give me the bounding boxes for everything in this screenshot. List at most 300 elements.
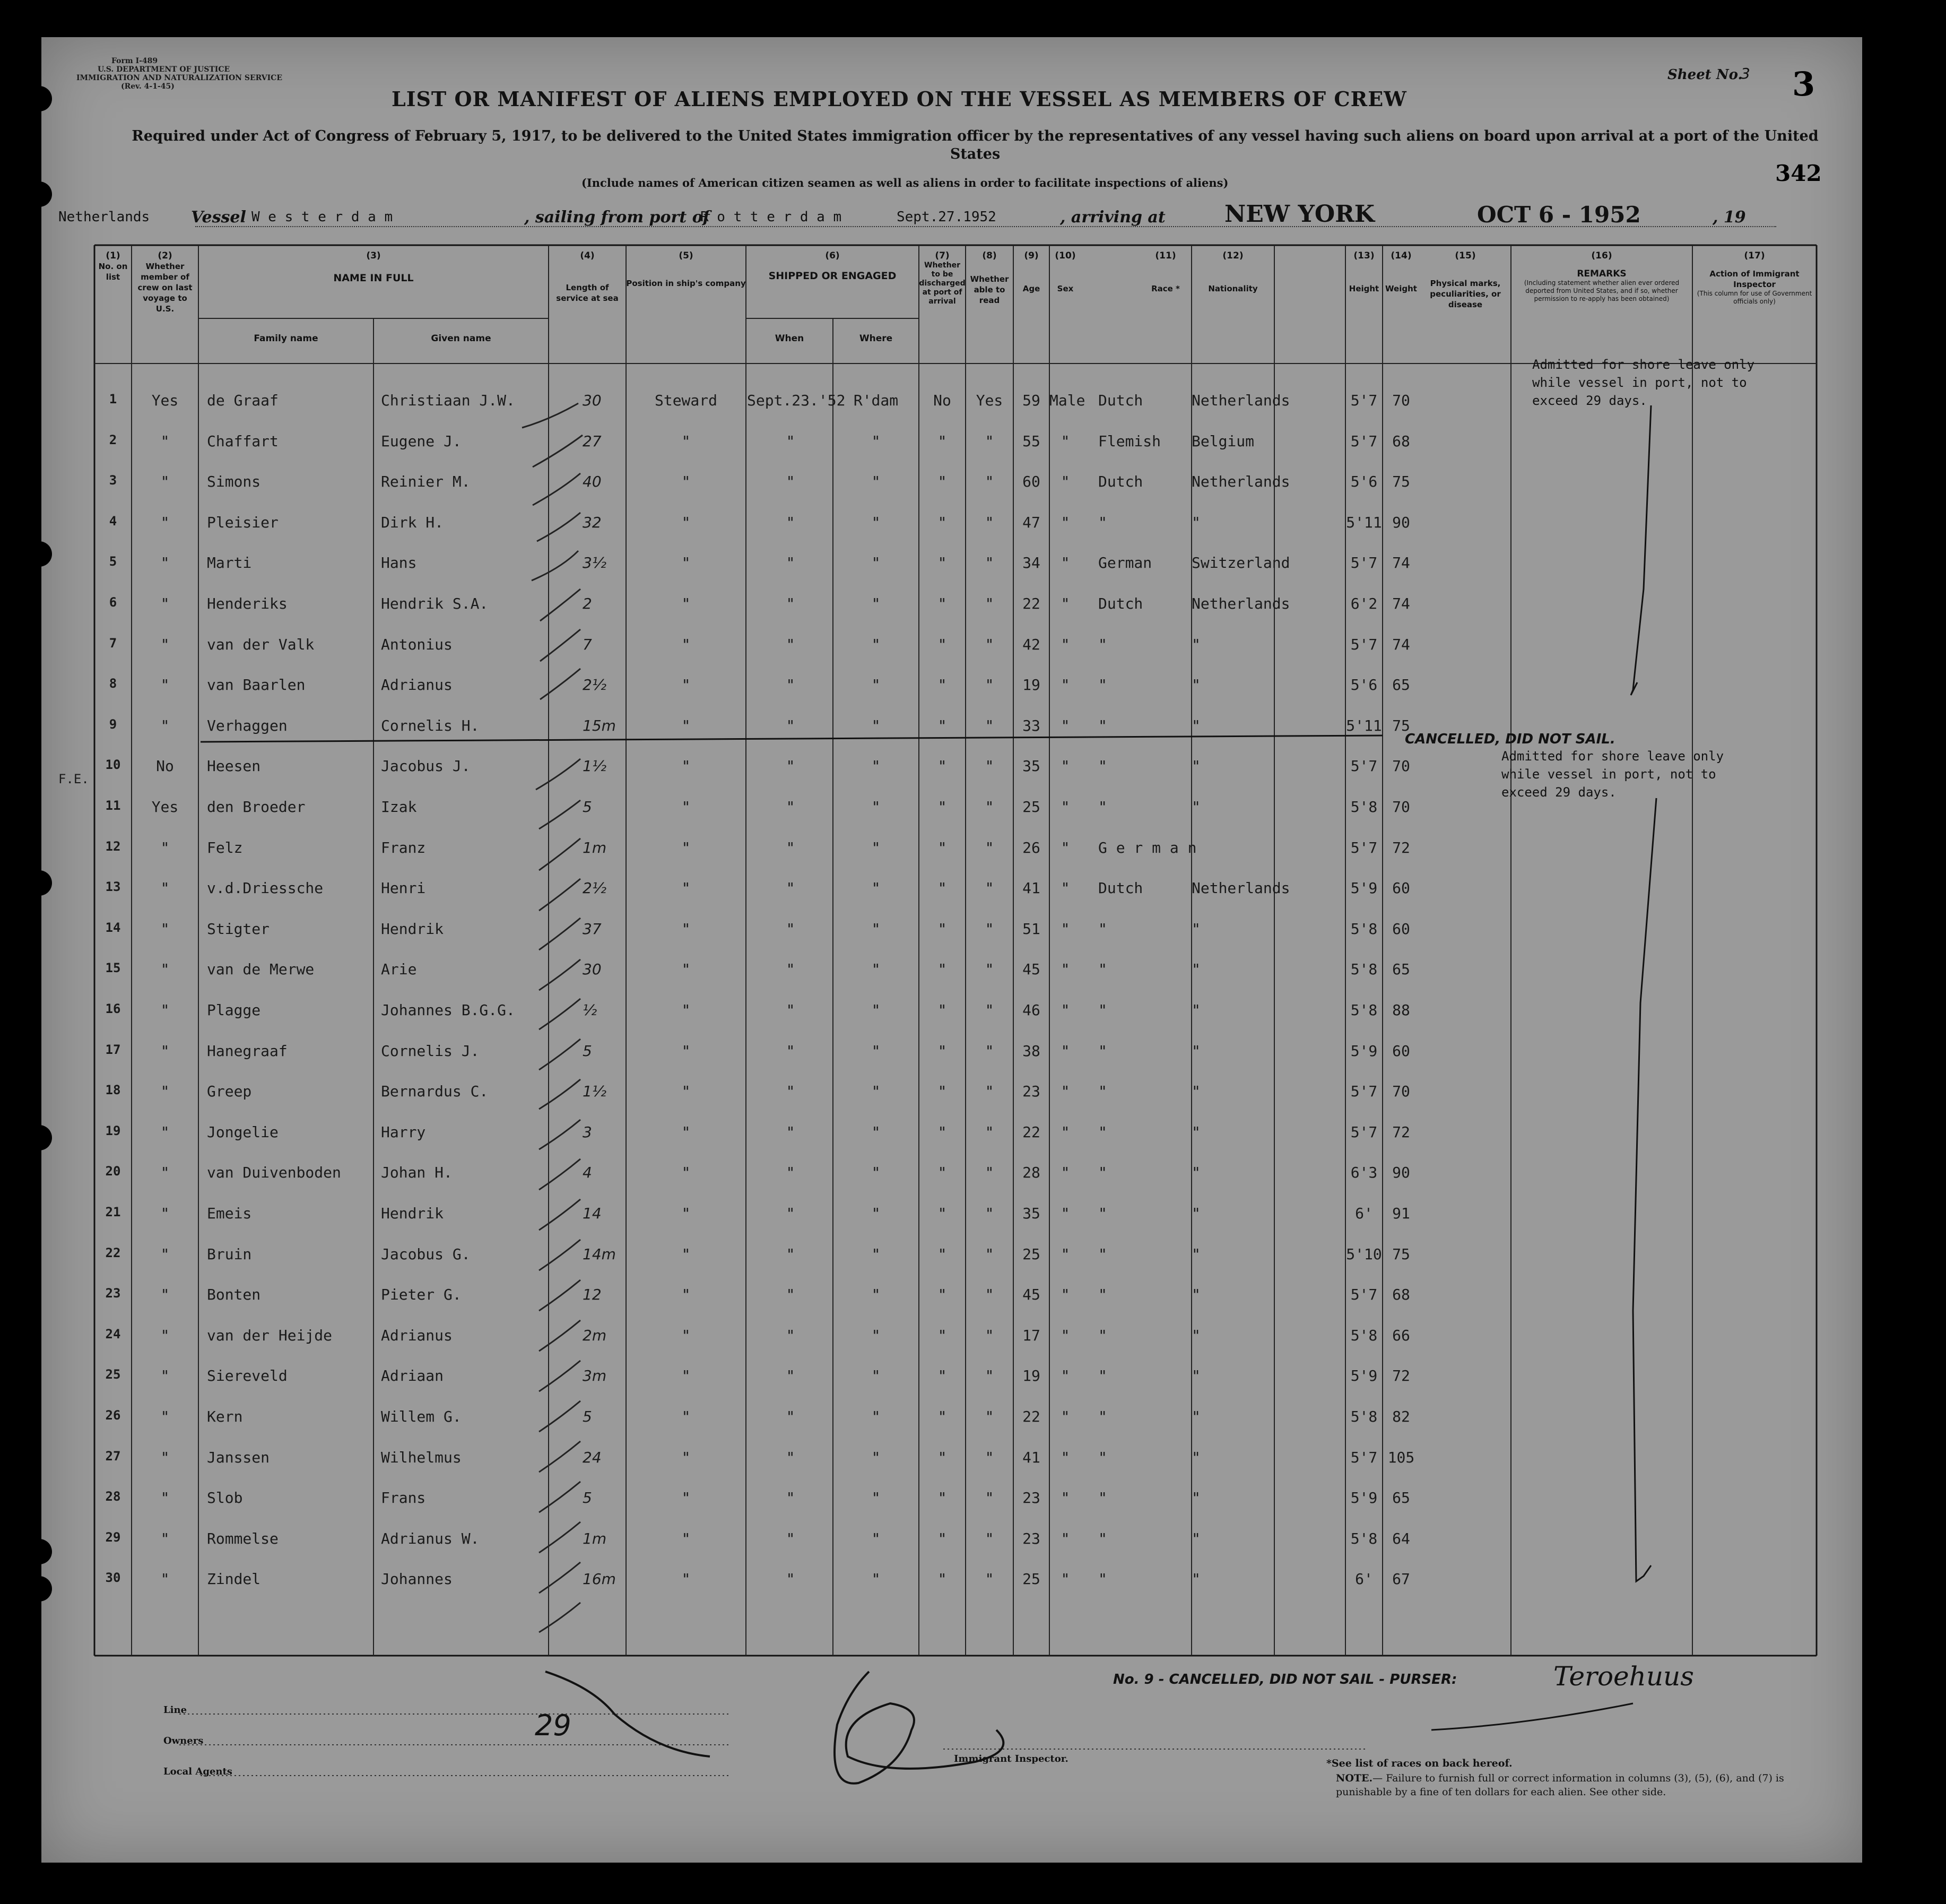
- service-length-cell: 1½: [583, 1083, 606, 1100]
- row-number: 17: [105, 1042, 121, 1057]
- sex-cell: ": [1061, 1083, 1070, 1100]
- position-cell: ": [681, 1245, 691, 1263]
- nationality-cell: Netherlands: [1192, 392, 1290, 409]
- age-cell: 41: [1022, 1449, 1040, 1466]
- height-cell: 5'7: [1350, 1083, 1378, 1100]
- prior-voyage-cell: ": [160, 1327, 170, 1344]
- position-cell: ": [681, 1083, 691, 1100]
- able-to-read-cell: ": [985, 757, 994, 775]
- age-cell: 25: [1022, 798, 1040, 816]
- given-name-cell: Reinier M.: [381, 473, 471, 490]
- col12-header: (12) Nationality: [1208, 250, 1258, 293]
- weight-cell: 75: [1392, 717, 1410, 734]
- height-cell: 5'7: [1350, 757, 1378, 775]
- given-name-cell: Cornelis J.: [381, 1042, 480, 1060]
- weight-cell: 65: [1392, 676, 1410, 694]
- remarks-check-2: [1633, 798, 1656, 1581]
- prior-voyage-cell: Yes: [151, 392, 179, 409]
- weight-cell: 74: [1392, 554, 1410, 572]
- race-cell: ": [1098, 1083, 1107, 1100]
- given-name-cell: Hendrik S.A.: [381, 595, 489, 612]
- given-name-cell: Hans: [381, 554, 417, 572]
- nationality-cell: ": [1192, 757, 1201, 775]
- shipped-when-cell: ": [786, 1042, 795, 1060]
- discharged-cell: ": [937, 1042, 947, 1060]
- age-cell: 23: [1022, 1489, 1040, 1507]
- weight-cell: 74: [1392, 636, 1410, 653]
- height-cell: 6': [1355, 1570, 1373, 1588]
- row-number: 19: [105, 1123, 121, 1138]
- prior-voyage-cell: ": [160, 920, 170, 938]
- discharged-cell: ": [937, 1123, 947, 1141]
- given-name-cell: Adrianus: [381, 676, 453, 694]
- shipped-when-cell: ": [786, 1164, 795, 1181]
- requirement-text: Required under Act of Congress of February 5, 1917, to be delivered to the United States immigration officer by the representatives of any vessel having such aliens on board upon arrival at a port of the United States: [132, 128, 1819, 162]
- weight-cell: 60: [1392, 1042, 1410, 1060]
- row-number: 12: [105, 839, 121, 854]
- weight-cell: 60: [1392, 879, 1410, 897]
- position-cell: ": [681, 473, 691, 490]
- given-name-cell: Frans: [381, 1489, 426, 1507]
- given-name-cell: Pieter G.: [381, 1286, 462, 1303]
- discharged-cell: ": [937, 432, 947, 450]
- weight-cell: 68: [1392, 1286, 1410, 1303]
- service-length-cell: 1m: [583, 839, 607, 856]
- able-to-read-cell: ": [985, 1408, 994, 1425]
- race-cell: ": [1098, 960, 1107, 978]
- col17-header: (17) Action of Immigrant Inspector (This column for use of Government officials only): [1697, 250, 1812, 305]
- shipped-where-cell: ": [871, 1327, 881, 1344]
- shipped-when-cell: ": [786, 798, 795, 816]
- sex-cell: ": [1061, 1408, 1070, 1425]
- height-cell: 5'7: [1350, 432, 1378, 450]
- sex-cell: ": [1061, 757, 1070, 775]
- given-name-cell: Franz: [381, 839, 426, 856]
- col8-header: (8) Whether able to read: [970, 250, 1009, 305]
- prior-voyage-cell: ": [160, 1408, 170, 1425]
- shipped-where-cell: ": [871, 920, 881, 938]
- service-length-cell: 5: [583, 1408, 592, 1425]
- able-to-read-cell: ": [985, 473, 994, 490]
- nationality-cell: ": [1192, 1164, 1201, 1181]
- discharged-cell: ": [937, 960, 947, 978]
- service-length-cell: 32: [583, 514, 602, 531]
- prior-voyage-cell: ": [160, 1123, 170, 1141]
- position-cell: ": [681, 920, 691, 938]
- position-cell: ": [681, 1286, 691, 1303]
- sex-cell: ": [1061, 839, 1070, 856]
- nationality-cell: ": [1192, 636, 1201, 653]
- service-length-cell: 15m: [583, 717, 616, 734]
- family-name-cell: van de Merwe: [207, 960, 315, 978]
- race-cell: ": [1098, 1205, 1107, 1222]
- form-revision: (Rev. 4-1-45): [121, 82, 175, 91]
- family-name-cell: Jongelie: [207, 1123, 279, 1141]
- given-name-cell: Henri: [381, 879, 426, 897]
- purser-signature: Teroehuus: [1553, 1661, 1694, 1692]
- service-length-cell: 3½: [583, 554, 606, 572]
- vessel-label: Vessel: [191, 208, 246, 227]
- weight-cell: 64: [1392, 1530, 1410, 1547]
- given-name-cell: Jacobus J.: [381, 757, 471, 775]
- row-number: 25: [105, 1367, 121, 1382]
- service-length-cell: 2: [583, 595, 592, 612]
- discharged-cell: ": [937, 473, 947, 490]
- shipped-where-cell: ": [871, 636, 881, 653]
- prior-voyage-cell: ": [160, 717, 170, 734]
- family-name-cell: Felz: [207, 839, 243, 856]
- shipped-where-cell: ": [871, 1449, 881, 1466]
- able-to-read-cell: ": [985, 717, 994, 734]
- remark-row-9: CANCELLED, DID NOT SAIL.: [1405, 731, 1615, 747]
- shipped-when-cell: ": [786, 1489, 795, 1507]
- age-cell: 22: [1022, 1408, 1040, 1425]
- line-label: Line: [163, 1704, 187, 1716]
- inspector-label: Immigrant Inspector.: [954, 1753, 1068, 1764]
- owners-label: Owners: [163, 1735, 204, 1746]
- family-name-cell: van Duivenboden: [207, 1164, 341, 1181]
- family-name-cell: Pleisier: [207, 514, 279, 531]
- vessel-name: W e s t e r d a m: [251, 209, 393, 225]
- shipped-where-cell: ": [871, 1123, 881, 1141]
- height-cell: 5'11: [1346, 514, 1382, 531]
- nationality-cell: ": [1192, 1530, 1201, 1547]
- sex-cell: ": [1061, 920, 1070, 938]
- service-length-cell: 30: [583, 960, 602, 978]
- race-cell: ": [1098, 1408, 1107, 1425]
- service-length-cell: 4: [583, 1164, 592, 1181]
- height-cell: 5'8: [1350, 798, 1378, 816]
- race-cell: ": [1098, 1245, 1107, 1263]
- race-cell: ": [1098, 1164, 1107, 1181]
- age-cell: 45: [1022, 960, 1040, 978]
- height-cell: 6'3: [1350, 1164, 1378, 1181]
- age-cell: 47: [1022, 514, 1040, 531]
- age-cell: 25: [1022, 1570, 1040, 1588]
- shipped-when-cell: ": [786, 432, 795, 450]
- family-name-cell: Siereveld: [207, 1367, 288, 1384]
- age-cell: 19: [1022, 1367, 1040, 1384]
- sex-cell: ": [1061, 514, 1070, 531]
- sex-cell: ": [1061, 1042, 1070, 1060]
- position-cell: ": [681, 1408, 691, 1425]
- discharged-cell: ": [937, 1570, 947, 1588]
- inspector-signature-scrawl: [545, 1672, 1003, 1784]
- purser-underline: [1431, 1703, 1633, 1730]
- race-cell: ": [1098, 1327, 1107, 1344]
- service-length-cell: 3: [583, 1123, 592, 1141]
- race-cell: ": [1098, 1286, 1107, 1303]
- given-name-cell: Arie: [381, 960, 417, 978]
- row-number: 26: [105, 1408, 121, 1423]
- service-length-cell: 27: [583, 432, 602, 450]
- service-length-cell: 2½: [583, 676, 606, 694]
- able-to-read-cell: ": [985, 1286, 994, 1303]
- shipped-when-cell: ": [786, 879, 795, 897]
- remark-row-1: Admitted for shore leave only while vessel in port, not to exceed 29 days.: [1532, 357, 1755, 408]
- able-to-read-cell: ": [985, 1042, 994, 1060]
- shipped-when-cell: ": [786, 473, 795, 490]
- shipped-where-cell: ": [871, 1083, 881, 1100]
- discharged-cell: No: [933, 392, 951, 409]
- nationality-cell: ": [1192, 920, 1201, 938]
- service-length-cell: 14m: [583, 1245, 616, 1263]
- shipped-when-cell: ": [786, 636, 795, 653]
- prior-voyage-cell: ": [160, 1570, 170, 1588]
- form-number: Form I-489: [111, 57, 158, 65]
- position-cell: ": [681, 879, 691, 897]
- sex-cell: ": [1061, 1245, 1070, 1263]
- position-cell: ": [681, 1164, 691, 1181]
- given-name-cell: Harry: [381, 1123, 426, 1141]
- family-name-cell: Rommelse: [207, 1530, 279, 1547]
- nationality-cell: ": [1192, 1042, 1201, 1060]
- remarks-check-1: [1631, 405, 1651, 695]
- family-name-cell: Marti: [207, 554, 252, 572]
- family-name-cell: Bruin: [207, 1245, 252, 1263]
- nationality-cell: ": [1192, 1001, 1201, 1019]
- family-name-cell: Henderiks: [207, 595, 288, 612]
- sex-cell: ": [1061, 1449, 1070, 1466]
- sex-cell: ": [1061, 554, 1070, 572]
- discharged-cell: ": [937, 514, 947, 531]
- row-number: 14: [105, 920, 121, 935]
- arrival-port: NEW YORK: [1224, 201, 1375, 228]
- form-department: U.S. DEPARTMENT OF JUSTICE: [98, 65, 230, 74]
- race-cell: ": [1098, 676, 1107, 694]
- sex-cell: Male: [1049, 392, 1085, 409]
- able-to-read-cell: ": [985, 1367, 994, 1384]
- shipped-where-cell: ": [871, 676, 881, 694]
- prior-voyage-cell: ": [160, 1530, 170, 1547]
- sex-cell: ": [1061, 1367, 1070, 1384]
- given-name-cell: Johannes: [381, 1570, 453, 1588]
- able-to-read-cell: ": [985, 676, 994, 694]
- prior-voyage-cell: ": [160, 960, 170, 978]
- row-number: 18: [105, 1083, 121, 1097]
- shipped-where-cell: ": [871, 595, 881, 612]
- sheet-stamp: 3: [1792, 65, 1815, 103]
- service-length-cell: 2m: [583, 1327, 607, 1344]
- height-cell: 5'7: [1350, 1123, 1378, 1141]
- discharged-cell: ": [937, 1489, 947, 1507]
- discharged-cell: ": [937, 1327, 947, 1344]
- age-cell: 42: [1022, 636, 1040, 653]
- weight-cell: 72: [1392, 839, 1410, 856]
- weight-cell: 67: [1392, 1570, 1410, 1588]
- service-length-cell: ½: [583, 1001, 597, 1019]
- departure-date: Sept.27.1952: [897, 209, 996, 225]
- able-to-read-cell: ": [985, 960, 994, 978]
- shipped-when-cell: ": [786, 1570, 795, 1588]
- race-cell: ": [1098, 1530, 1107, 1547]
- discharged-cell: ": [937, 798, 947, 816]
- col1-header: (1) No. on list: [98, 250, 128, 282]
- shipped-where-cell: ": [871, 798, 881, 816]
- prior-voyage-cell: ": [160, 1042, 170, 1060]
- discharged-cell: ": [937, 1286, 947, 1303]
- given-name-cell: Eugene J.: [381, 432, 462, 450]
- shipped-where-cell: R'dam: [853, 392, 899, 409]
- sex-cell: ": [1061, 676, 1070, 694]
- height-cell: 5'9: [1350, 879, 1378, 897]
- nationality-cell: ": [1192, 1327, 1201, 1344]
- able-to-read-cell: ": [985, 879, 994, 897]
- service-length-cell: 5: [583, 1489, 592, 1507]
- age-cell: 51: [1022, 920, 1040, 938]
- weight-cell: 75: [1392, 1245, 1410, 1263]
- race-cell: ": [1098, 1001, 1107, 1019]
- col3-header: (3) NAME IN FULL: [333, 250, 414, 284]
- shipped-where-cell: ": [871, 1205, 881, 1222]
- local-agents-label: Local Agents: [163, 1766, 232, 1777]
- discharged-cell: ": [937, 757, 947, 775]
- prior-voyage-cell: ": [160, 676, 170, 694]
- age-cell: 17: [1022, 1327, 1040, 1344]
- position-cell: ": [681, 1042, 691, 1060]
- row-number: 30: [105, 1570, 121, 1585]
- age-cell: 35: [1022, 757, 1040, 775]
- weight-cell: 60: [1392, 920, 1410, 938]
- position-cell: ": [681, 798, 691, 816]
- prior-voyage-cell: No: [156, 757, 174, 775]
- able-to-read-cell: ": [985, 1570, 994, 1588]
- race-cell: ": [1098, 757, 1107, 775]
- age-cell: 23: [1022, 1083, 1040, 1100]
- able-to-read-cell: Yes: [976, 392, 1003, 409]
- able-to-read-cell: ": [985, 920, 994, 938]
- family-name-cell: Stigter: [207, 920, 270, 938]
- race-cell: ": [1098, 1449, 1107, 1466]
- shipped-when-cell: ": [786, 1083, 795, 1100]
- height-cell: 5'6: [1350, 473, 1378, 490]
- shipped-where-cell: ": [871, 1001, 881, 1019]
- row9-strike: [201, 735, 1383, 742]
- position-cell: ": [681, 595, 691, 612]
- sex-cell: ": [1061, 717, 1070, 734]
- weight-cell: 74: [1392, 595, 1410, 612]
- col4-header: (4) Length of service at sea: [556, 250, 619, 303]
- able-to-read-cell: ": [985, 636, 994, 653]
- weight-cell: 72: [1392, 1123, 1410, 1141]
- nationality-cell: ": [1192, 1083, 1201, 1100]
- shipped-where-cell: ": [871, 717, 881, 734]
- family-name-cell: den Broeder: [207, 798, 306, 816]
- service-length-cell: 30: [583, 392, 602, 409]
- discharged-cell: ": [937, 1083, 947, 1100]
- shipped-when-cell: ": [786, 1449, 795, 1466]
- shipped-where-cell: ": [871, 839, 881, 856]
- discharged-cell: ": [937, 1164, 947, 1181]
- given-name-cell: Jacobus G.: [381, 1245, 471, 1263]
- col6-where-header: Where: [859, 333, 893, 344]
- prior-voyage-cell: ": [160, 879, 170, 897]
- vessel-flag: Netherlands: [58, 209, 150, 225]
- height-cell: 5'8: [1350, 960, 1378, 978]
- family-name-cell: Simons: [207, 473, 261, 490]
- race-cell: ": [1098, 798, 1107, 816]
- row-number: 2: [109, 432, 117, 447]
- able-to-read-cell: ": [985, 1123, 994, 1141]
- age-cell: 55: [1022, 432, 1040, 450]
- sheet-label: Sheet No.: [1667, 67, 1743, 83]
- col9-header: (9) Age: [1022, 250, 1040, 293]
- col10-header: (10) Sex: [1055, 250, 1076, 293]
- prior-voyage-cell: ": [160, 1205, 170, 1222]
- row-number: 23: [105, 1286, 121, 1301]
- arrival-date: OCT 6 - 1952: [1477, 202, 1641, 228]
- nationality-cell: ": [1192, 514, 1201, 531]
- sex-cell: ": [1061, 1205, 1070, 1222]
- given-name-cell: Johan H.: [381, 1164, 453, 1181]
- sex-cell: ": [1061, 1570, 1070, 1588]
- shipped-where-cell: ": [871, 1530, 881, 1547]
- col14-header: (14) Weight: [1385, 250, 1417, 293]
- family-name-cell: Bonten: [207, 1286, 261, 1303]
- position-cell: ": [681, 717, 691, 734]
- races-note: *See list of races on back hereof.: [1326, 1758, 1513, 1769]
- age-cell: 28: [1022, 1164, 1040, 1181]
- manifest-title: LIST OR MANIFEST OF ALIENS EMPLOYED ON THE VESSEL AS MEMBERS OF CREW: [392, 87, 1407, 111]
- discharged-cell: ": [937, 1530, 947, 1547]
- note-label: NOTE.: [1336, 1772, 1373, 1784]
- form-service: IMMIGRATION AND NATURALIZATION SERVICE: [76, 74, 282, 82]
- shipped-where-cell: ": [871, 757, 881, 775]
- shipped-where-cell: ": [871, 554, 881, 572]
- shipped-where-cell: ": [871, 473, 881, 490]
- shipped-when-cell: ": [786, 554, 795, 572]
- position-cell: ": [681, 839, 691, 856]
- race-cell: ": [1098, 514, 1107, 531]
- include-note: (Include names of American citizen seamen as well as aliens in order to facilitate inspections of aliens): [581, 176, 1229, 189]
- row-number: 20: [105, 1164, 121, 1179]
- row-number: 15: [105, 960, 121, 975]
- age-cell: 33: [1022, 717, 1040, 734]
- given-name-cell: Izak: [381, 798, 417, 816]
- height-cell: 5'7: [1350, 392, 1378, 409]
- col11-header: (11) Race *: [1151, 250, 1180, 293]
- able-to-read-cell: ": [985, 839, 994, 856]
- race-cell: Dutch: [1098, 595, 1143, 612]
- able-to-read-cell: ": [985, 1001, 994, 1019]
- discharged-cell: ": [937, 595, 947, 612]
- prior-voyage-cell: ": [160, 473, 170, 490]
- height-cell: 5'8: [1350, 1530, 1378, 1547]
- sex-cell: ": [1061, 960, 1070, 978]
- race-cell: Dutch: [1098, 392, 1143, 409]
- handwritten-count: 29: [535, 1709, 571, 1742]
- shipped-when-cell: Sept.23.'52: [747, 392, 846, 409]
- height-cell: 5'7: [1350, 636, 1378, 653]
- shipped-when-cell: ": [786, 1245, 795, 1263]
- discharged-cell: ": [937, 1408, 947, 1425]
- row10-margin-mark: F.E.: [58, 772, 89, 786]
- age-cell: 19: [1022, 676, 1040, 694]
- age-cell: 41: [1022, 879, 1040, 897]
- position-cell: ": [681, 960, 691, 978]
- row-number: 4: [109, 514, 117, 529]
- weight-cell: 91: [1392, 1205, 1410, 1222]
- weight-cell: 70: [1392, 1083, 1410, 1100]
- height-cell: 5'7: [1350, 1449, 1378, 1466]
- sailing-label: , sailing from port of: [524, 208, 710, 227]
- service-length-cell: 5: [583, 798, 592, 816]
- given-name-cell: Willem G.: [381, 1408, 462, 1425]
- given-name-cell: Johannes B.G.G.: [381, 1001, 515, 1019]
- discharged-cell: ": [937, 1367, 947, 1384]
- able-to-read-cell: ": [985, 595, 994, 612]
- shipped-where-cell: ": [871, 1042, 881, 1060]
